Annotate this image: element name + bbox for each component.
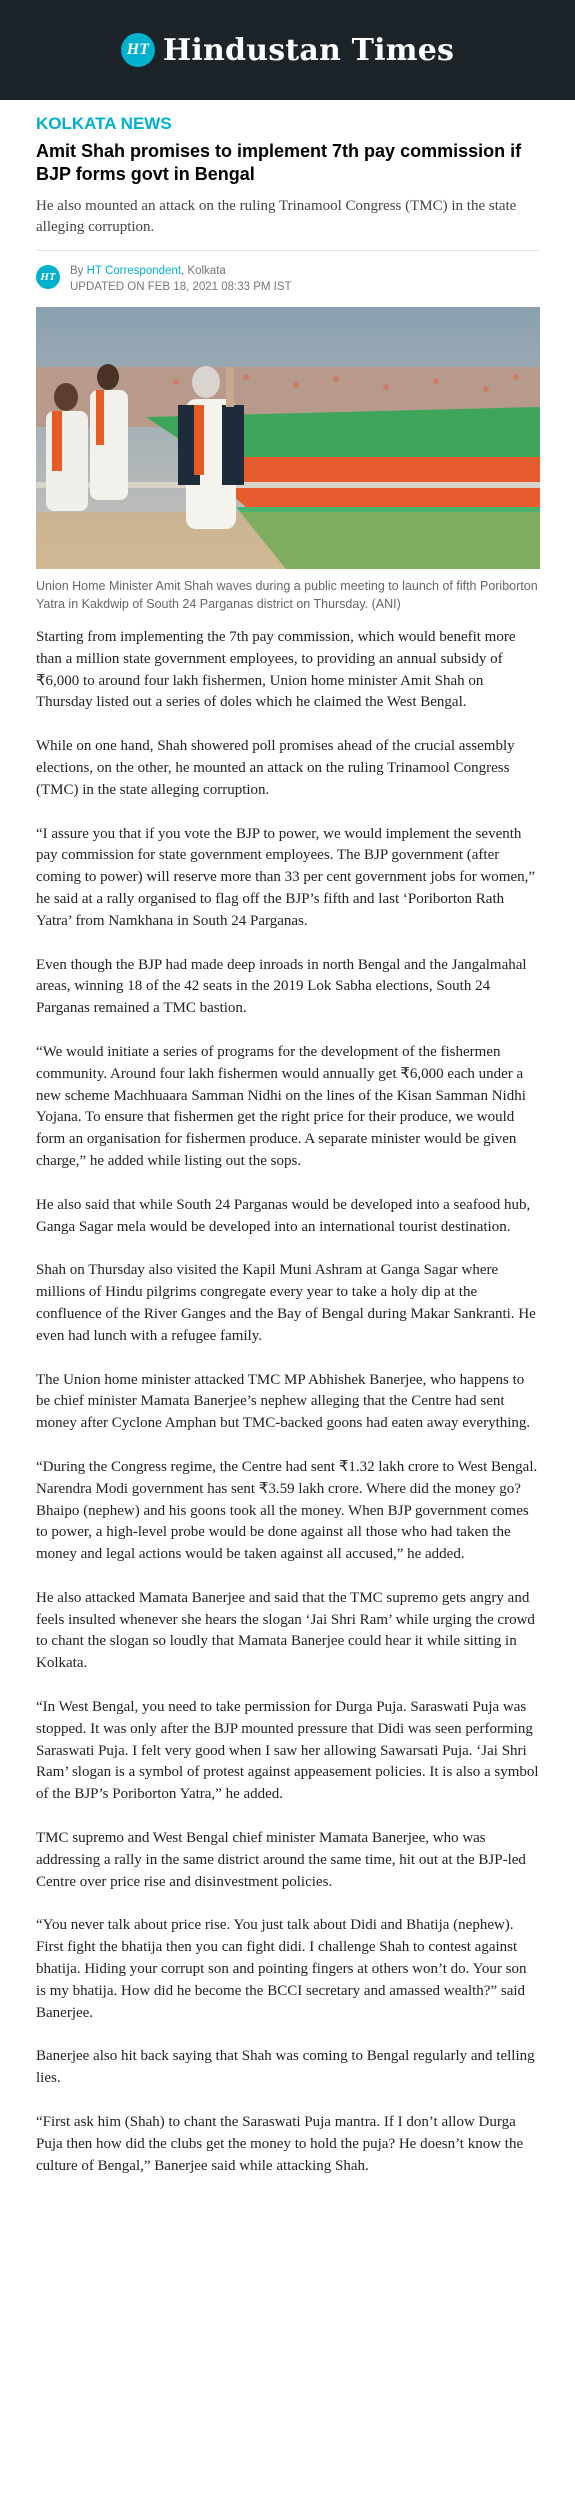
rally-photo-illustration <box>36 307 540 569</box>
article-paragraph: While on one hand, Shah showered poll promises ahead of the crucial assembly elections, on the other, he mounted an attack on the ruling Trinamool Congress (TMC) in the state alleging corruption. <box>36 738 515 798</box>
photo-caption: Union Home Minister Amit Shah waves during a public meeting to launch of fifth Poriborton Yatra in Kakdwip of South 24 Parganas district on Thursday. (ANI) <box>36 579 538 611</box>
article-summary: He also mounted an attack on the ruling Trinamool Congress (TMC) in the state alleging corruption. <box>36 198 517 235</box>
updated-timestamp: UPDATED ON FEB 18, 2021 08:33 PM IST <box>70 281 292 293</box>
article-paragraph: Even though the BJP had made deep inroads in north Bengal and the Jangalmahal areas, winning 18 of the 42 seats in the 2019 Lok Sabha elections, South 24 Parganas remained a TMC bastion. <box>36 956 527 1017</box>
article-paragraph: Banerjee also hit back saying that Shah was coming to Bengal regularly and telling lies. <box>36 2048 535 2087</box>
article <box>0 100 575 2177</box>
article-photo <box>36 307 540 569</box>
byline-text <box>70 263 292 295</box>
article-paragraph: “You never talk about price rise. You just talk about Didi and Bhatija (nephew). First fight the bhatija then you can fight didi. I challenge Shah to contest against bhatija. Hiding your corrupt son and pointing fingers at others won’t do. Your son is my bhatija. How did he become the BCCI secretary and amassed wealth?” said Banerjee. <box>36 1917 527 2021</box>
article-paragraph: TMC supremo and West Bengal chief minister Mamata Banerjee, who was addressing a rally in the same district around the same time, hit out at the BJP-led Centre over price rise and disinvestment policies. <box>36 1830 526 1890</box>
article-paragraph: “I assure you that if you vote the BJP to power, we would implement the seventh pay commission for state government employees. The BJP government (after coming to power) will reserve more than 33 per cent government jobs for women,” he said at a rally organised to flag off the BJP’s fifth and last ‘Poriborton Rath Yatra’ from Namkhana in South 24 Parganas. <box>36 825 536 929</box>
article-paragraph: “During the Congress regime, the Centre had sent ₹1.32 lakh crore to West Bengal. Narendra Modi government has sent ₹3.59 lakh crore. Where did the money go? Bhaipo (nephew) and his goons took all the money. When BJP government comes to power, a high-level probe would be done against all those who had taken the money and legal actions would be taken against all accused,” he added. <box>36 1458 538 1563</box>
article-body <box>36 627 539 2177</box>
ht-badge-icon: HT <box>121 33 155 67</box>
ht-author-icon: HT <box>36 265 60 289</box>
article-paragraph: Starting from implementing the 7th pay commission, which would benefit more than a million state government employees, to providing an annual subsidy of ₹6,000 to around four lakh fishermen, Union home minister Amit Shah on Thursday listed out a series of doles which he claimed the West Bengal. <box>36 629 516 711</box>
article-headline: Amit Shah promises to implement 7th pay commission if BJP forms govt in Bengal <box>36 141 522 184</box>
article-paragraph: The Union home minister attacked TMC MP Abhishek Banerjee, who happens to be chief minister Mamata Banerjee’s nephew alleging that the Centre had sent money after Cyclone Amphan but TMC-backed goons had eaten away everything. <box>36 1371 531 1432</box>
article-paragraph: He also said that while South 24 Parganas would be developed into a seafood hub, Ganga Sagar mela would be developed into an international tourist destination. <box>36 1196 531 1235</box>
byline <box>36 250 539 295</box>
article-paragraph: “First ask him (Shah) to chant the Saraswati Puja mantra. If I don’t allow Durga Puja then how did the clubs get the money to hold the puja? He doesn’t know the culture of Bengal,” Banerjee said while attacking Shah. <box>36 2114 524 2174</box>
site-header <box>0 0 575 100</box>
byline-location: , Kolkata <box>181 265 226 277</box>
article-paragraph: Shah on Thursday also visited the Kapil Muni Ashram at Ganga Sagar where millions of Hindu pilgrims congregate every year to take a holy dip at the confluence of the River Ganges and the Bay of Bengal during Makar Sankranti. He even had lunch with a refugee family. <box>36 1262 536 1344</box>
byline-prefix: By <box>70 265 84 277</box>
logo-wordmark: Hindustan Times <box>162 32 455 68</box>
section-label[interactable]: KOLKATA NEWS <box>36 114 172 133</box>
site-logo[interactable] <box>121 33 454 68</box>
article-paragraph: “In West Bengal, you need to take permission for Durga Puja. Saraswati Puja was stopped. It was only after the BJP mounted pressure that Didi was seen performing Saraswati Puja. I felt very good when I saw her allowing Sawarsati Puja. ‘Jai Shri Ram’ slogan is a symbol of protest against appeasement policies. It is also a symbol of the BJP’s Poriborton Yatra,” he added. <box>36 1699 539 1803</box>
article-paragraph: He also attacked Mamata Banerjee and said that the TMC supremo gets angry and feels insulted whenever she hears the slogan ‘Jai Shri Ram’ while urging the crowd to chant the slogan so loudly that Mamata Banerjee could hear it while sitting in Kolkata. <box>36 1589 535 1672</box>
article-paragraph: “We would initiate a series of programs for the development of the fishermen community. Around four lakh fishermen would annually get ₹6,000 each under a new scheme Machhuaara Samman Nidhi on the lines of the Kisan Samman Nidhi Yojana. To ensure that fishermen get the right price for their produce, we would form an organisation for fishermen produce. A separate minister would be given charge,” he added while listing out the sops. <box>36 1043 526 1169</box>
byline-author[interactable]: HT Correspondent <box>86 265 182 277</box>
